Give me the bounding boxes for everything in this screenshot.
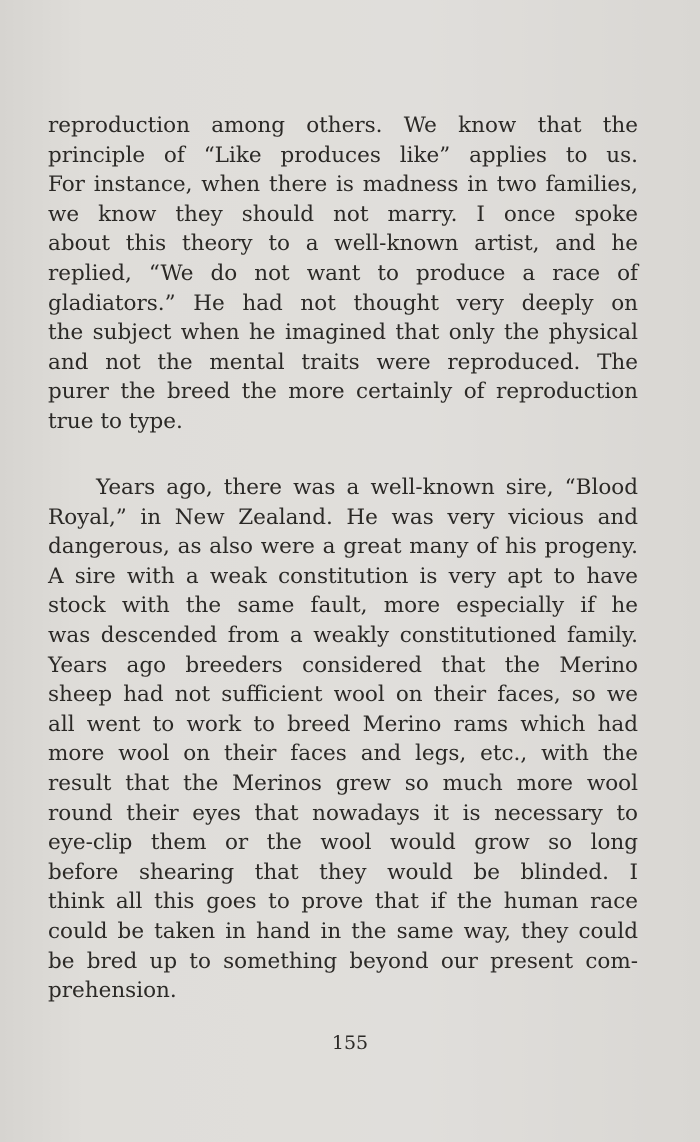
- text-line: was descended from a weakly constitutioned family.: [48, 622, 638, 648]
- text-line: Royal,” in New Zealand. He was very vicious and: [48, 504, 638, 530]
- text-line: result that the Merinos grew so much more wool: [48, 770, 638, 796]
- text-line: eye-clip them or the wool would grow so long: [48, 830, 638, 856]
- text-line: more wool on their faces and legs, etc., with the: [48, 741, 638, 767]
- text-line: about this theory to a well-known artist, and he: [48, 231, 638, 257]
- text-line: dangerous, as also were a great many of his progeny.: [48, 534, 638, 560]
- text-line: could be taken in hand in the same way, they could: [48, 918, 638, 944]
- text-line: sheep had not sufficient wool on their faces, so we: [48, 682, 638, 708]
- text-line: and not the mental traits were reproduced. The: [48, 349, 638, 375]
- paragraph-1: [48, 111, 638, 437]
- text-line: Years ago, there was a well-known sire, “Blood: [96, 475, 638, 500]
- text-line: principle of “Like produces like” applies to us.: [48, 142, 638, 168]
- text-line: prehension.: [48, 978, 177, 1004]
- page-number: 155: [331, 1032, 369, 1054]
- text-line: before shearing that they would be blinded. I: [48, 859, 638, 885]
- text-line: gladiators.” He had not thought very deeply on: [48, 290, 638, 316]
- text-line: stock with the same fault, more especially if he: [48, 593, 638, 619]
- text-line: true to type.: [48, 408, 183, 434]
- text-line: all went to work to breed Merino rams which had: [48, 711, 638, 737]
- text-line: A sire with a weak constitution is very apt to have: [48, 563, 638, 589]
- text-line: purer the breed the more certainly of reproduction: [48, 379, 638, 405]
- text-line: replied, “We do not want to produce a race of: [48, 260, 638, 286]
- text-line: reproduction among others. We know that the: [48, 113, 638, 138]
- text-line: round their eyes that nowadays it is necessary to: [48, 800, 638, 826]
- text-line: think all this goes to prove that if the human race: [48, 889, 638, 915]
- text-line: we know they should not marry. I once spoke: [48, 201, 638, 227]
- paragraph-2: [48, 473, 638, 1006]
- text-line: Years ago breeders considered that the Merino: [48, 652, 638, 678]
- text-line: For instance, when there is madness in two families,: [48, 172, 638, 198]
- text-line: the subject when he imagined that only the physical: [48, 320, 638, 346]
- text-line: be bred up to something beyond our present com-: [48, 948, 638, 974]
